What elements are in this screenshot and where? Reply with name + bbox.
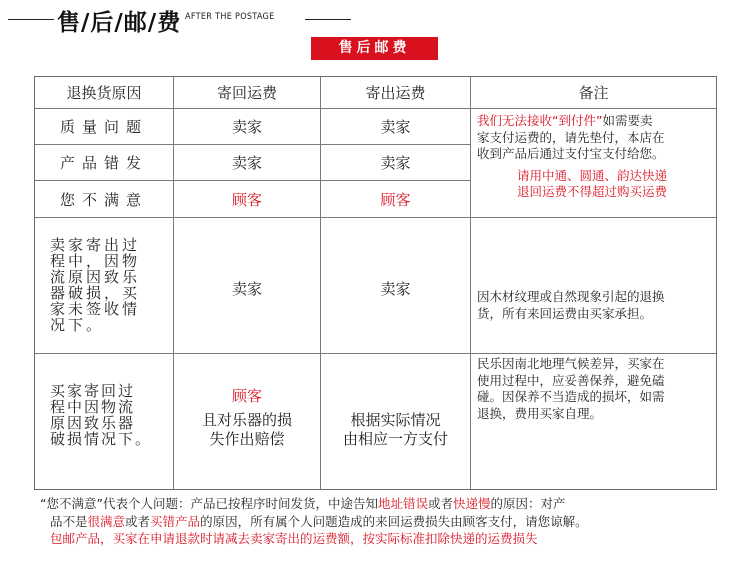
note-return-policy <box>477 113 715 201</box>
reason5-line-2: 程中因物流 <box>50 398 136 416</box>
row-divider-4 <box>35 353 716 354</box>
note-fee-limit-line: 退回运费不得超过购买运费 <box>516 184 667 199</box>
return-fee-seller-shipping: 卖家 <box>231 280 262 298</box>
note-courier-line: 请用中通、圆通、韵达快递 <box>516 167 667 183</box>
note-line-1 <box>477 113 715 130</box>
footer-text: “您不满意”代表个人问题：产品已按程序时间发货，中途告知 <box>40 496 378 511</box>
reason-buyer-return-damage <box>50 383 172 447</box>
note-climate-care <box>477 356 715 422</box>
note-line-3: 收到产品后通过支付宝支付给您。 <box>477 146 665 161</box>
send-fee-wrong-item: 卖家 <box>380 154 411 172</box>
note5-line-2: 使用过程中，应妥善保养，避免磕 <box>477 372 665 388</box>
actual-situation-line-1: 根据实际情况 <box>350 411 441 429</box>
send-fee-quality-issue: 卖家 <box>380 118 411 136</box>
note-no-cod-text: 我们无法接收“到付件” <box>477 113 603 128</box>
col-header-reason: 退换货原因 <box>66 84 142 102</box>
page-title: 售/后/邮/费 <box>57 10 182 36</box>
footer-notice <box>40 495 730 548</box>
col-header-return-fee: 寄回运费 <box>216 84 277 102</box>
reason4-line-6: 况下。 <box>50 316 105 334</box>
send-fee-not-satisfied: 顾客 <box>380 190 411 209</box>
footer-text: 的原因：对产 <box>490 496 566 511</box>
note5-line-4: 退换，费用买家自理。 <box>477 405 603 421</box>
return-fee-buyer-return <box>174 387 320 449</box>
col-header-send-fee: 寄出运费 <box>365 84 426 102</box>
actual-situation-line-2: 由相应一方支付 <box>342 430 448 448</box>
reason-seller-shipping-damage <box>50 237 170 333</box>
col-divider-3 <box>470 77 471 489</box>
note-line-2: 家支付运费的，请先垫付，本店在 <box>477 129 665 145</box>
reason5-line-1: 买家寄回过 <box>50 382 136 400</box>
return-fee-quality-issue: 卖家 <box>231 118 262 136</box>
section-badge: 售后邮费 <box>311 37 438 60</box>
return-fee-not-satisfied: 顾客 <box>231 190 262 209</box>
footer-text: 或者 <box>427 496 453 511</box>
buyer-pays-label: 顾客 <box>231 387 262 405</box>
reason-not-satisfied: 您不满意 <box>59 190 148 209</box>
footer-highlight-address-error: 地址错误 <box>377 496 428 511</box>
header-right-rule <box>305 19 351 20</box>
footer-line-2 <box>40 513 730 531</box>
return-fee-wrong-item: 卖家 <box>231 154 262 172</box>
col-header-notes: 备注 <box>578 84 609 102</box>
footer-text: 的原因，所有属个人问题造成的来回运费损失由顾客支付，请您谅解。 <box>200 513 588 529</box>
reason5-line-4: 破损情况下。 <box>50 430 153 448</box>
reason-quality-issue: 质量问题 <box>59 118 148 136</box>
footer-highlight-slow-delivery: 快递慢 <box>452 496 491 511</box>
reason4-line-2: 程中，因物 <box>50 252 141 270</box>
footer-highlight-not-satisfied: 很满意 <box>87 513 126 529</box>
footer-text: 品不是 <box>50 513 88 529</box>
footer-text: 或者 <box>125 513 151 529</box>
compensation-line-1: 且对乐器的损 <box>201 411 292 429</box>
reason-wrong-item: 产品错发 <box>59 154 148 172</box>
after-sales-fee-table <box>34 76 717 490</box>
page-subtitle: AFTER THE POSTAGE <box>185 12 275 22</box>
reason4-line-3: 流原因致乐 <box>50 268 141 286</box>
note4-line-1: 因木材纹理或自然现象引起的退换 <box>477 289 665 304</box>
reason4-line-1: 卖家寄出过 <box>50 236 141 254</box>
header-left-rule <box>8 19 54 20</box>
note4-line-2: 货，所有来回运费由买家承担。 <box>477 305 653 321</box>
footer-highlight-wrong-purchase: 买错产品 <box>150 513 201 529</box>
note5-line-3: 碰。因保养不当造成的损坏，如需 <box>477 389 665 404</box>
compensation-line-2: 失作出赔偿 <box>209 430 285 448</box>
reason4-line-5: 家未签收情 <box>50 300 141 318</box>
footer-line-3: 包邮产品，买家在申请退款时请减去卖家寄出的运费额，按实际标准扣除快递的运费损失 <box>50 531 538 546</box>
send-fee-buyer-return <box>321 411 470 449</box>
footer-line-1 <box>40 495 730 513</box>
note5-line-1: 民乐因南北地理气候差异，买家在 <box>477 356 665 371</box>
send-fee-seller-shipping: 卖家 <box>380 280 411 298</box>
note-line-1-rest: 如需要卖 <box>602 113 653 128</box>
reason4-line-4: 器破损，买 <box>50 284 141 302</box>
note-wood-texture <box>477 289 715 322</box>
reason5-line-3: 原因致乐器 <box>50 414 136 432</box>
